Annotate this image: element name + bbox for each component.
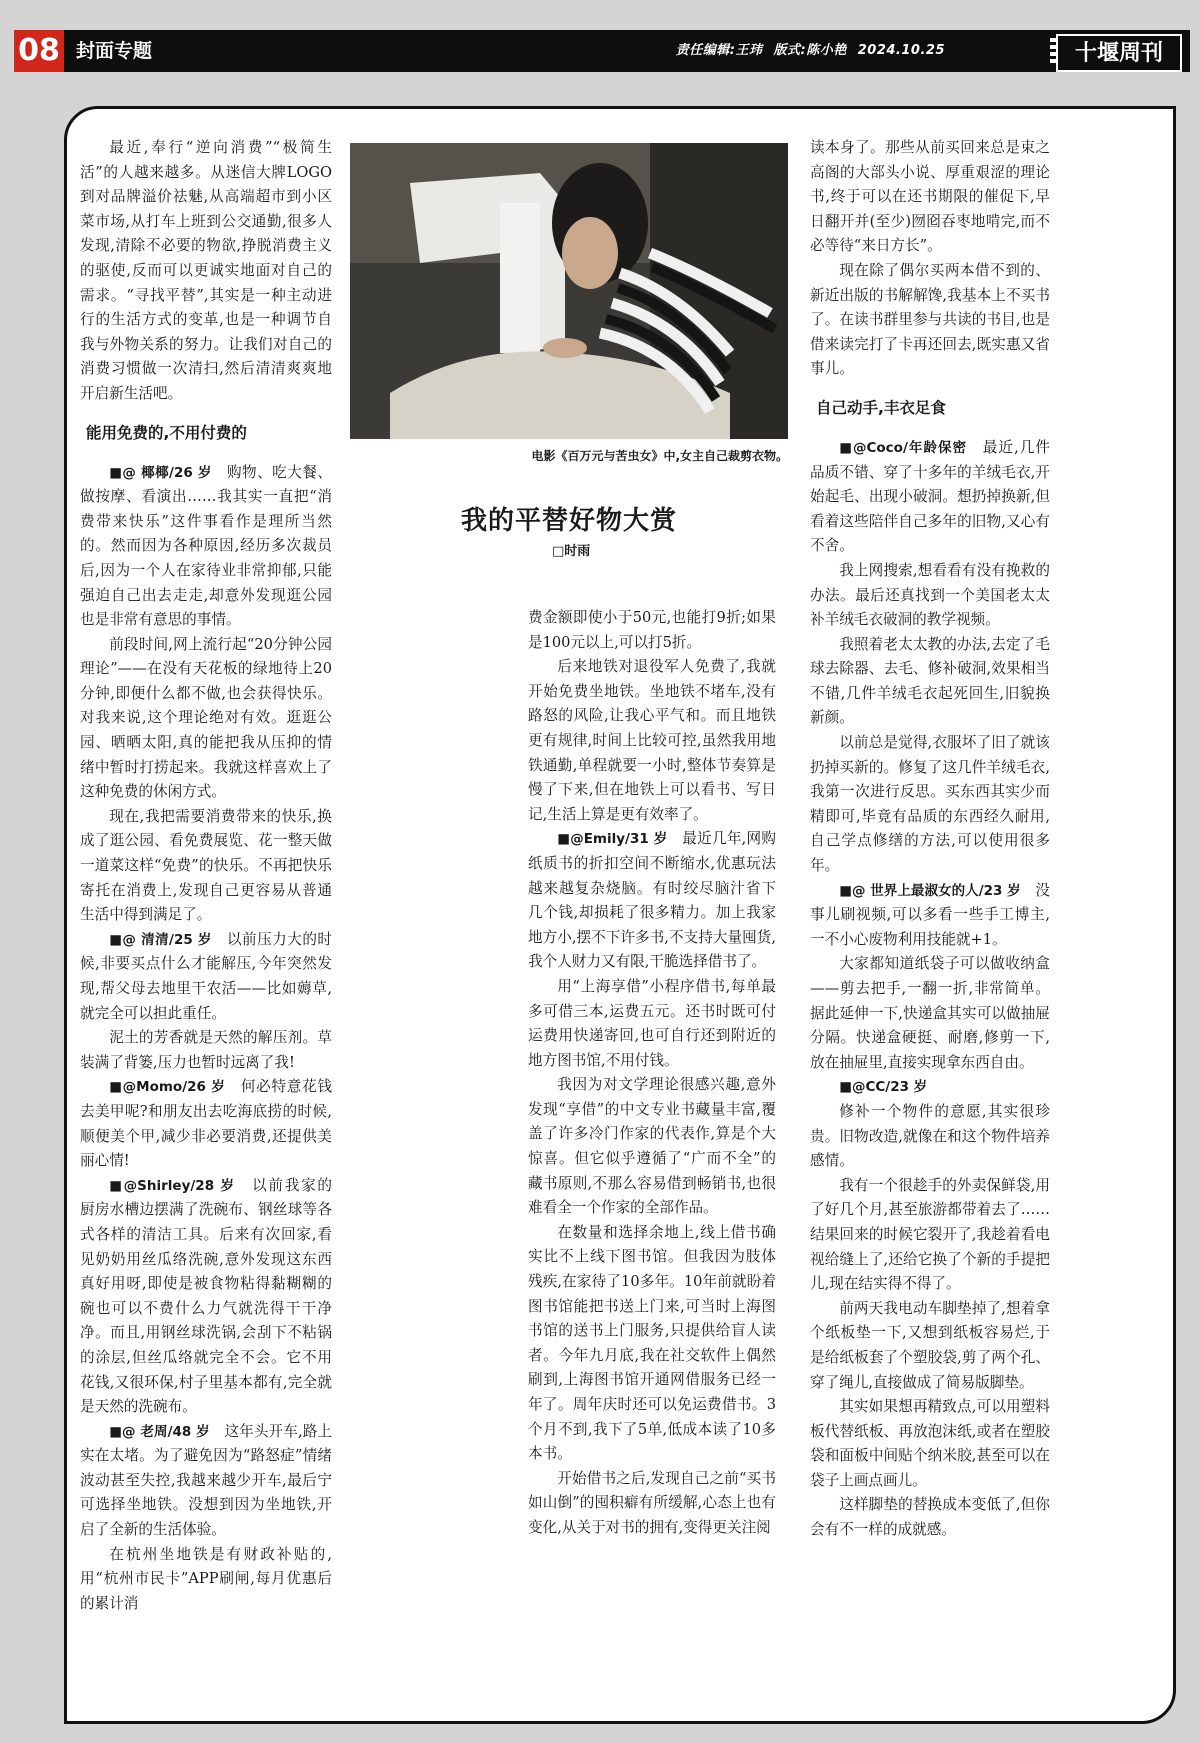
article-byline: □时雨 bbox=[552, 544, 591, 559]
paragraph-text: 前两天我电动车脚垫掉了,想着拿个纸板垫一下,又想到纸板容易烂,于是给纸板套了个塑胶袋,剪了两个孔、穿了绳儿,直接做成了简易版脚垫。 bbox=[810, 1299, 1050, 1391]
paragraph bbox=[810, 633, 1050, 731]
paragraph bbox=[810, 1174, 1050, 1297]
paragraph bbox=[80, 1174, 332, 1420]
page-number: 08 bbox=[14, 30, 64, 72]
paragraph-text: 开始借书之后,发现自己之前“买书如山倒”的囤积癖有所缓解,心态上也有变化,从关于对书的拥有,变得更关注阅 bbox=[528, 1469, 776, 1536]
paragraph-text: 这样脚垫的替换成本变低了,但你会有不一样的成就感。 bbox=[810, 1496, 1050, 1539]
paragraph-text: 最近,奉行“逆向消费”“极简生活”的人越来越多。从迷信大牌LOGO到对品牌溢价祛魅,从高端超市到小区菜市场,从打车上班到公交通勤,很多人发现,清除不必要的物欲,挣脱消费主义的驱使,反而可以更诚实地面对自己的需求。“寻找平替”,其实是一种主动进行的生活方式的变革,也是一种调节自我与外物关系的努力。让我们对自己的消费习惯做一次清扫,然后清清爽爽地开启新生活吧。 bbox=[80, 139, 332, 402]
page-header-bar bbox=[14, 30, 1190, 72]
paragraph bbox=[80, 461, 332, 633]
paragraph bbox=[810, 259, 1050, 382]
contributor-name: ■@ 老周/48 岁 bbox=[109, 1423, 210, 1440]
column-1 bbox=[80, 136, 332, 1616]
paragraph-text: 这年头开车,路上实在太堵。为了避免因为“路怒症”情绪波动甚至失控,我越来越少开车,最后宁可选择坐地铁。没想到因为坐地铁,开启了全新的生活体验。 bbox=[80, 1422, 332, 1539]
brand-logo: 十堰周刊 bbox=[1056, 34, 1182, 72]
paragraph bbox=[80, 1420, 332, 1543]
contributor-name: ■@Emily/31 岁 bbox=[557, 831, 668, 848]
column-3 bbox=[810, 136, 1050, 1543]
paragraph-text: 泥土的芳香就是天然的解压剂。草装满了背篓,压力也暂时远离了我! bbox=[80, 1029, 332, 1071]
subheading: 自己动手,丰衣足食 bbox=[816, 398, 946, 417]
column-2 bbox=[528, 606, 776, 1541]
paragraph bbox=[810, 1075, 1050, 1100]
paragraph bbox=[80, 1543, 332, 1617]
layout-credit: 版式:陈小艳 bbox=[773, 43, 847, 58]
contributor-name: ■@CC/23 岁 bbox=[839, 1079, 928, 1096]
paragraph-text: 我有一个很趁手的外卖保鲜袋,用了好几个月,甚至旅游都带着去了……结果回来的时候它裂开了,我趁着看电视给缝上了,还给它换了个新的手提把儿,现在结实得不得了。 bbox=[810, 1176, 1050, 1293]
paragraph bbox=[528, 606, 776, 655]
paragraph bbox=[80, 805, 332, 928]
paragraph-text: 前段时间,网上流行起“20分钟公园理论”——在没有天花板的绿地待上20分钟,即便什么都不做,也会获得快乐。对我来说,这个理论绝对有效。逛逛公园、晒晒太阳,真的能把我从压抑的情绪中暂时打捞起来。我就这样喜欢上了这种免费的休闲方式。 bbox=[80, 635, 332, 801]
paragraph bbox=[810, 879, 1050, 953]
sewing-photo-illustration bbox=[350, 143, 788, 439]
paragraph-text: 以前总是觉得,衣服坏了旧了就该扔掉买新的。修复了这几件羊绒毛衣,我第一次进行反思。买东西其实少而精即可,毕竟有品质的东西经久耐用,自己学点修缮的方法,可以使用很多年。 bbox=[810, 734, 1050, 875]
paragraph-text: 最近几年,网购纸质书的折扣空间不断缩水,优惠玩法越来越复杂烧脑。有时绞尽脑汁省下几个钱,却损耗了很多精力。加上我家地方小,摆不下许多书,不支持大量囤货,我个人财力又有限,干脆选择借书了。 bbox=[528, 830, 776, 971]
paragraph-text: 我因为对文学理论很感兴趣,意外发现“享借”的中文专业书藏量丰富,覆盖了许多冷门作家的代表作,算是个大惊喜。但它似乎遵循了“广而不全”的藏书原则,不那么容易借到畅销书,也很难看全一个作家的全部作品。 bbox=[528, 1076, 776, 1217]
paragraph-text: 最近,几件品质不错、穿了十多年的羊绒毛衣,开始起毛、出现小破洞。想扔掉换新,但看着这些陪伴自己多年的旧物,又心有不舍。 bbox=[810, 438, 1050, 555]
paragraph-text: 用“上海享借”小程序借书,每单最多可借三本,运费五元。还书时既可付运费用快递寄回,也可自行还到附近的地方图书馆,不用付钱。 bbox=[528, 977, 776, 1069]
paragraph-text: 其实如果想再精致点,可以用塑料板代替纸板、再放泡沫纸,或者在塑胶袋和面板中间贴个纳米胶,甚至可以在袋子上画点画儿。 bbox=[810, 1398, 1050, 1489]
credits bbox=[670, 30, 945, 72]
article-headline: 我的平替好物大赏 bbox=[460, 506, 677, 536]
paragraph bbox=[810, 1395, 1050, 1493]
paragraph bbox=[810, 1493, 1050, 1542]
contributor-name: ■@ 椰椰/26 岁 bbox=[109, 464, 212, 481]
paragraph bbox=[810, 1100, 1050, 1174]
article-photo bbox=[350, 143, 788, 439]
paragraph-text: 费金额即使小于50元,也能打9折;如果是100元以上,可以打5折。 bbox=[528, 609, 776, 651]
contributor-name: ■@ 世界上最淑女的人/23 岁 bbox=[839, 882, 1021, 899]
paragraph bbox=[80, 1026, 332, 1075]
contributor-name: ■@Momo/26 岁 bbox=[109, 1079, 226, 1096]
paragraph-text: 后来地铁对退役军人免费了,我就开始免费坐地铁。坐地铁不堵车,没有路怒的风险,让我心平气和。而且地铁更有规律,时间上比较可控,虽然我用地铁通勤,单程就要一小时,整体节奏算是慢了下来,但在地铁上可以看书、写日记,生活上算是更有效率了。 bbox=[528, 658, 776, 823]
contributor-name: ■@Shirley/28 岁 bbox=[109, 1177, 236, 1194]
paragraph-text: 修补一个物件的意愿,其实很珍贵。旧物改造,就像在和这个物件培养感情。 bbox=[810, 1102, 1050, 1170]
editor-credit: 责任编辑:王玮 bbox=[675, 43, 763, 58]
section-title: 封面专题 bbox=[76, 40, 153, 62]
paragraph bbox=[810, 436, 1050, 559]
paragraph bbox=[528, 1467, 776, 1541]
paragraph-text: 何必特意花钱去美甲呢?和朋友出去吃海底捞的时候,顺便美个甲,减少非必要消费,还提供美丽心情! bbox=[80, 1078, 332, 1170]
subheading: 能用免费的,不用付费的 bbox=[86, 423, 247, 442]
contributor-name: ■@ 清清/25 岁 bbox=[109, 931, 212, 948]
paragraph-text: 以前我家的厨房水槽边摆满了洗碗布、钢丝球等各式各样的清洁工具。后来有次回家,看见奶奶用丝瓜络洗碗,意外发现这东西真好用呀,即使是被食物粘得黏糊糊的碗也可以不费什么力气就洗得干干净净。而且,用钢丝球洗锅,会刮下不粘锅的涂层,但丝瓜络就完全不会。它不用花钱,又很环保,村子里基本都有,完全就是天然的洗碗布。 bbox=[80, 1176, 332, 1416]
paragraph bbox=[528, 827, 776, 975]
paragraph bbox=[528, 975, 776, 1073]
paragraph bbox=[810, 136, 1050, 259]
paragraph bbox=[528, 1073, 776, 1221]
paragraph bbox=[810, 1297, 1050, 1395]
paragraph-text: 我上网搜索,想看看有没有挽救的办法。最后还真找到一个美国老太太补羊绒毛衣破洞的教学视频。 bbox=[810, 561, 1050, 629]
paragraph bbox=[528, 655, 776, 827]
paragraph-text: 在杭州坐地铁是有财政补贴的,用“杭州市民卡”APP刷闸,每月优惠后的累计消 bbox=[80, 1545, 332, 1612]
paragraph bbox=[80, 136, 332, 407]
contributor-name: ■@Coco/年龄保密 bbox=[839, 439, 968, 456]
paragraph bbox=[810, 731, 1050, 879]
paragraph-text: 现在,我把需要消费带来的快乐,换成了逛公园、看免费展览、花一整天做一道菜这样“免费”的快乐。不再把快乐寄托在消费上,发现自己更容易从普通生活中得到满足了。 bbox=[80, 807, 332, 924]
paragraph-text: 购物、吃大餐、做按摩、看演出……我其实一直把“消费带来快乐”这件事看作是理所当然的。然而因为各种原因,经历多次裁员后,因为一个人在家待业非常抑郁,只能强迫自己出去走走,却意外发现逛公园也是非常有意思的事情。 bbox=[80, 463, 332, 629]
paragraph-text: 以前压力大的时候,非要买点什么才能解压,今年突然发现,帮父母去地里干农活——比如薅草,就完全可以担此重任。 bbox=[80, 930, 332, 1022]
paragraph-text: 没事儿刷视频,可以多看一些手工博主,一不小心废物利用技能就+1。 bbox=[810, 881, 1050, 948]
paragraph bbox=[810, 559, 1050, 633]
paragraph-text: 我照着老太太教的办法,去定了毛球去除器、去毛、修补破洞,效果相当不错,几件羊绒毛衣起死回生,旧貌换新颜。 bbox=[810, 635, 1050, 727]
paragraph-text: 大家都知道纸袋子可以做收纳盒——剪去把手,一翻一折,非常简单。据此延伸一下,快递盒其实可以做抽屉分隔。快递盒硬挺、耐磨,修剪一下,放在抽屉里,直接实现拿东西自由。 bbox=[810, 955, 1050, 1071]
paragraph-text: 读本身了。那些从前买回来总是束之高阁的大部头小说、厚重艰涩的理论书,终于可以在还书期限的催促下,早日翻开并(至少)囫囵吞枣地啃完,而不必等待“来日方长”。 bbox=[810, 139, 1050, 255]
paragraph bbox=[80, 928, 332, 1026]
paragraph-text: 在数量和选择余地上,线上借书确实比不上线下图书馆。但我因为肢体残疾,在家待了10多年。10年前就盼着图书馆能把书送上门来,可当时上海图书馆的送书上门服务,只提供给盲人读者。今年九月底,我在社交软件上偶然刷到,上海图书馆开通网借服务已经一年了。周年庆时还可以免运费借书。3个月不到,我下了5单,低成本读了10多本书。 bbox=[528, 1223, 776, 1463]
issue-date: 2024.10.25 bbox=[857, 43, 945, 58]
paragraph-text: 现在除了偶尔买两本借不到的、新近出版的书解解馋,我基本上不买书了。在读书群里参与共读的书目,也是借来读完打了卡再还回去,既实惠又省事儿。 bbox=[810, 261, 1050, 378]
paragraph bbox=[810, 952, 1050, 1075]
paragraph bbox=[80, 633, 332, 805]
paragraph bbox=[528, 1221, 776, 1467]
paragraph bbox=[80, 1075, 332, 1173]
photo-caption: 电影《百万元与苦虫女》中,女主自己裁剪衣物。 bbox=[531, 449, 788, 463]
